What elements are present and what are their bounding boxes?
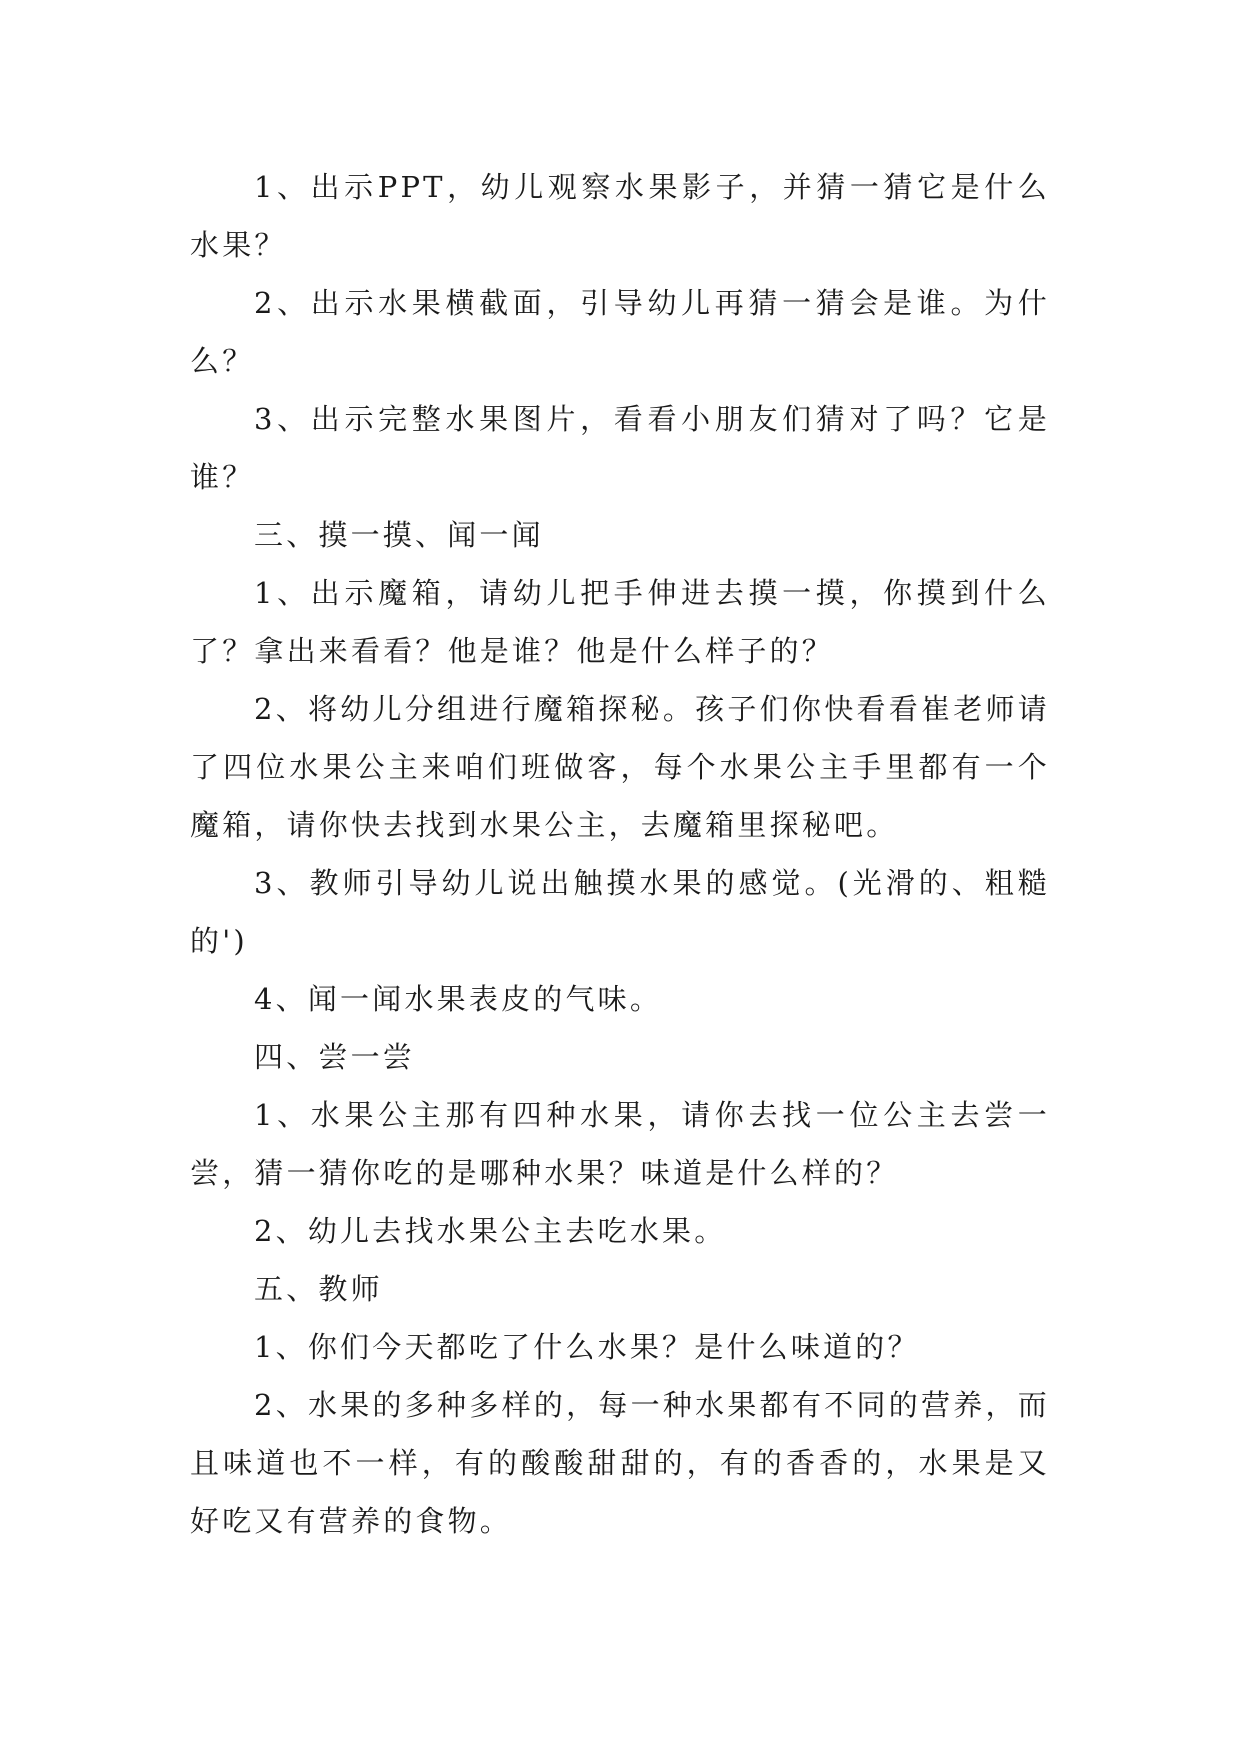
paragraph-teacher-1: 1、你们今天都吃了什么水果？是什么味道的？ — [254, 1330, 920, 1364]
section-heading-taste: 四、尝一尝 — [254, 1040, 416, 1074]
paragraph-taste-1: 1、水果公主那有四种水果，请你去找一位公主去尝一尝，猜一猜你吃的是哪种水果？味道是什么样的？ — [190, 1098, 1050, 1190]
paragraph-taste-2: 2、幼儿去找水果公主去吃水果。 — [254, 1214, 727, 1248]
section-heading-touch-smell: 三、摸一摸、闻一闻 — [254, 518, 544, 552]
paragraph-step-3-full-picture: 3、出示完整水果图片，看看小朋友们猜对了吗？它是谁？ — [190, 402, 1050, 494]
paragraph-touch-1-magic-box: 1、出示魔箱，请幼儿把手伸进去摸一摸，你摸到什么了？拿出来看看？他是谁？他是什么样子的？ — [190, 576, 1050, 668]
paragraph-touch-4-smell: 4、闻一闻水果表皮的气味。 — [254, 982, 663, 1016]
paragraph-touch-2-groups: 2、将幼儿分组进行魔箱探秘。孩子们你快看看崔老师请了四位水果公主来咱们班做客，每个水果公主手里都有一个魔箱，请你快去找到水果公主，去魔箱里探秘吧。 — [190, 692, 1050, 842]
paragraph-teacher-2: 2、水果的多种多样的，每一种水果都有不同的营养，而且味道也不一样，有的酸酸甜甜的，有的香香的，水果是又好吃又有营养的食物。 — [190, 1388, 1050, 1538]
document-page — [190, 158, 1050, 1550]
paragraph-step-1-shadow: 1、出示PPT，幼儿观察水果影子，并猜一猜它是什么水果？ — [190, 170, 1050, 262]
paragraph-step-2-cross-section: 2、出示水果横截面，引导幼儿再猜一猜会是谁。为什么？ — [190, 286, 1050, 378]
paragraph-touch-3-feeling: 3、教师引导幼儿说出触摸水果的感觉。(光滑的、粗糙的') — [190, 866, 1050, 958]
section-heading-teacher: 五、教师 — [254, 1272, 383, 1306]
